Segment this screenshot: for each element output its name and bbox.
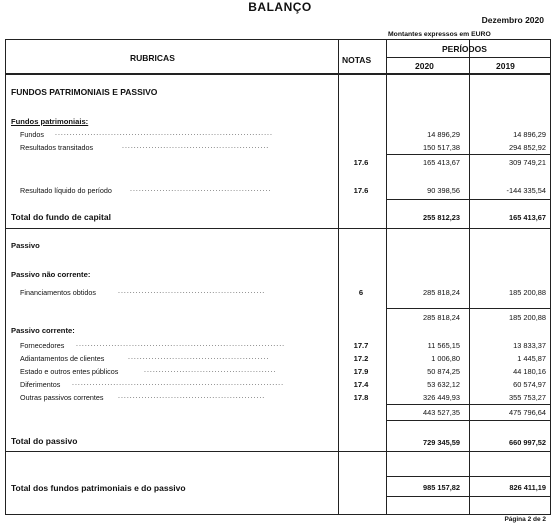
row-subtotal1-2019: 309 749,21 — [509, 158, 546, 167]
row-total-geral-2020: 985 157,82 — [423, 483, 460, 492]
row-adiantamentos-2019: 1 445,87 — [517, 354, 546, 363]
row-total-fundo-2019: 165 413,67 — [509, 213, 546, 222]
header-line-bottom — [5, 73, 551, 75]
row-resultados-leader: .................................................. — [122, 143, 270, 150]
col-divider-2019 — [469, 39, 470, 515]
row-fundos-2020: 14 896,29 — [427, 130, 460, 139]
row-adiantamentos-nota: 17.2 — [353, 354, 369, 363]
row-diferimentos-2020: 53 632,12 — [427, 380, 460, 389]
underline-total-passivo — [386, 420, 551, 421]
row-total-passivo-label: Total do passivo — [11, 436, 78, 446]
row-estado-leader: ............................................. — [144, 367, 277, 374]
underline-total-fundo — [386, 199, 551, 200]
row-subtotal1-nota: 17.6 — [353, 158, 369, 167]
row-financiamentos-label: Financiamentos obtidos — [20, 288, 96, 297]
row-total-passivo-2020: 729 345,59 — [423, 438, 460, 447]
underline-subtotal1 — [386, 154, 551, 155]
row-adiantamentos-leader: ................................................ — [128, 354, 270, 361]
row-diferimentos-nota: 17.4 — [353, 380, 369, 389]
header-year-2020: 2020 — [415, 61, 434, 71]
row-resultado-liquido-2020: 90 398,56 — [427, 186, 460, 195]
row-fundos-2019: 14 896,29 — [513, 130, 546, 139]
row-resultado-liquido-nota: 17.6 — [353, 186, 369, 195]
section-line-passivo — [5, 451, 551, 452]
row-fornecedores-label: Fornecedores — [20, 341, 65, 350]
row-estado-nota: 17.9 — [353, 367, 369, 376]
page-footer: Página 2 de 2 — [504, 516, 546, 523]
underline-total-geral — [386, 476, 551, 477]
row-fundos-leader: .......................................................................... — [55, 130, 273, 137]
row-diferimentos-label: Diferimentos — [20, 380, 61, 389]
row-fornecedores-leader: ....................................................................... — [76, 341, 286, 348]
page-title: BALANÇO — [248, 0, 312, 14]
row-resultado-liquido-leader: ................................................ — [130, 186, 272, 193]
double-underline-total-geral — [386, 496, 551, 497]
row-estado-label: Estado e outros entes públicos — [20, 367, 119, 376]
row-subtotal-c-2019: 475 796,64 — [509, 408, 546, 417]
row-outras-label: Outras passivos correntes — [20, 393, 104, 402]
row-outras-leader: .................................................. — [118, 393, 266, 400]
row-total-geral-label: Total dos fundos patrimoniais e do passivo — [11, 483, 186, 493]
section-passivo: Passivo — [11, 241, 40, 250]
row-resultados-2019: 294 852,92 — [509, 143, 546, 152]
row-subtotal-nc-2020: 285 818,24 — [423, 313, 460, 322]
row-total-fundo-2020: 255 812,23 — [423, 213, 460, 222]
row-outras-2020: 326 449,93 — [423, 393, 460, 402]
row-fornecedores-nota: 17.7 — [353, 341, 369, 350]
row-financiamentos-nota: 6 — [358, 288, 364, 297]
col-divider-notas — [338, 39, 339, 515]
row-diferimentos-2019: 60 574,97 — [513, 380, 546, 389]
col-divider-2020 — [386, 39, 387, 515]
underline-subtotal-c — [386, 404, 551, 405]
row-subtotal-c-2020: 443 527,35 — [423, 408, 460, 417]
header-year-2019: 2019 — [496, 61, 515, 71]
row-fornecedores-2020: 11 565,15 — [427, 341, 460, 350]
section-fundos-patrimoniais: Fundos patrimoniais: — [11, 117, 89, 126]
section-passivo-corrente: Passivo corrente: — [11, 326, 75, 335]
row-total-passivo-2019: 660 997,52 — [509, 438, 546, 447]
row-outras-2019: 355 753,27 — [509, 393, 546, 402]
header-line-periods — [386, 57, 551, 58]
row-resultados-2020: 150 517,38 — [423, 143, 460, 152]
row-total-geral-2019: 826 411,19 — [509, 483, 546, 492]
section-title-fundos-passivo: FUNDOS PATRIMONIAIS E PASSIVO — [11, 87, 158, 97]
row-estado-2019: 44 180,16 — [513, 367, 546, 376]
section-line-fundo — [5, 228, 551, 229]
row-subtotal1-2020: 165 413,67 — [423, 158, 460, 167]
row-subtotal-nc-2019: 185 200,88 — [509, 313, 546, 322]
row-fornecedores-2019: 13 833,37 — [513, 341, 546, 350]
report-date: Dezembro 2020 — [481, 15, 544, 25]
row-adiantamentos-2020: 1 006,80 — [431, 354, 460, 363]
row-financiamentos-2019: 185 200,88 — [509, 288, 546, 297]
section-passivo-nao-corrente: Passivo não corrente: — [11, 270, 91, 279]
row-diferimentos-leader: ........................................................................ — [72, 380, 285, 387]
header-notas: NOTAS — [342, 55, 372, 65]
row-fundos-label: Fundos — [20, 130, 44, 139]
header-rubricas: RUBRICAS — [130, 53, 175, 63]
row-resultados-label: Resultados transitados — [20, 143, 94, 152]
row-outras-nota: 17.8 — [353, 393, 369, 402]
row-resultado-liquido-label: Resultado líquido do período — [20, 186, 112, 195]
row-adiantamentos-label: Adiantamentos de clientes — [20, 354, 105, 363]
row-total-fundo-label: Total do fundo de capital — [11, 212, 111, 222]
row-financiamentos-leader: .................................................. — [118, 288, 266, 295]
underline-subtotal-nc — [386, 308, 551, 309]
row-resultado-liquido-2019: -144 335,54 — [506, 186, 546, 195]
header-periodos: PERÍODOS — [442, 44, 487, 54]
currency-note: Montantes expressos em EURO — [388, 31, 491, 38]
row-estado-2020: 50 874,25 — [427, 367, 460, 376]
row-financiamentos-2020: 285 818,24 — [423, 288, 460, 297]
